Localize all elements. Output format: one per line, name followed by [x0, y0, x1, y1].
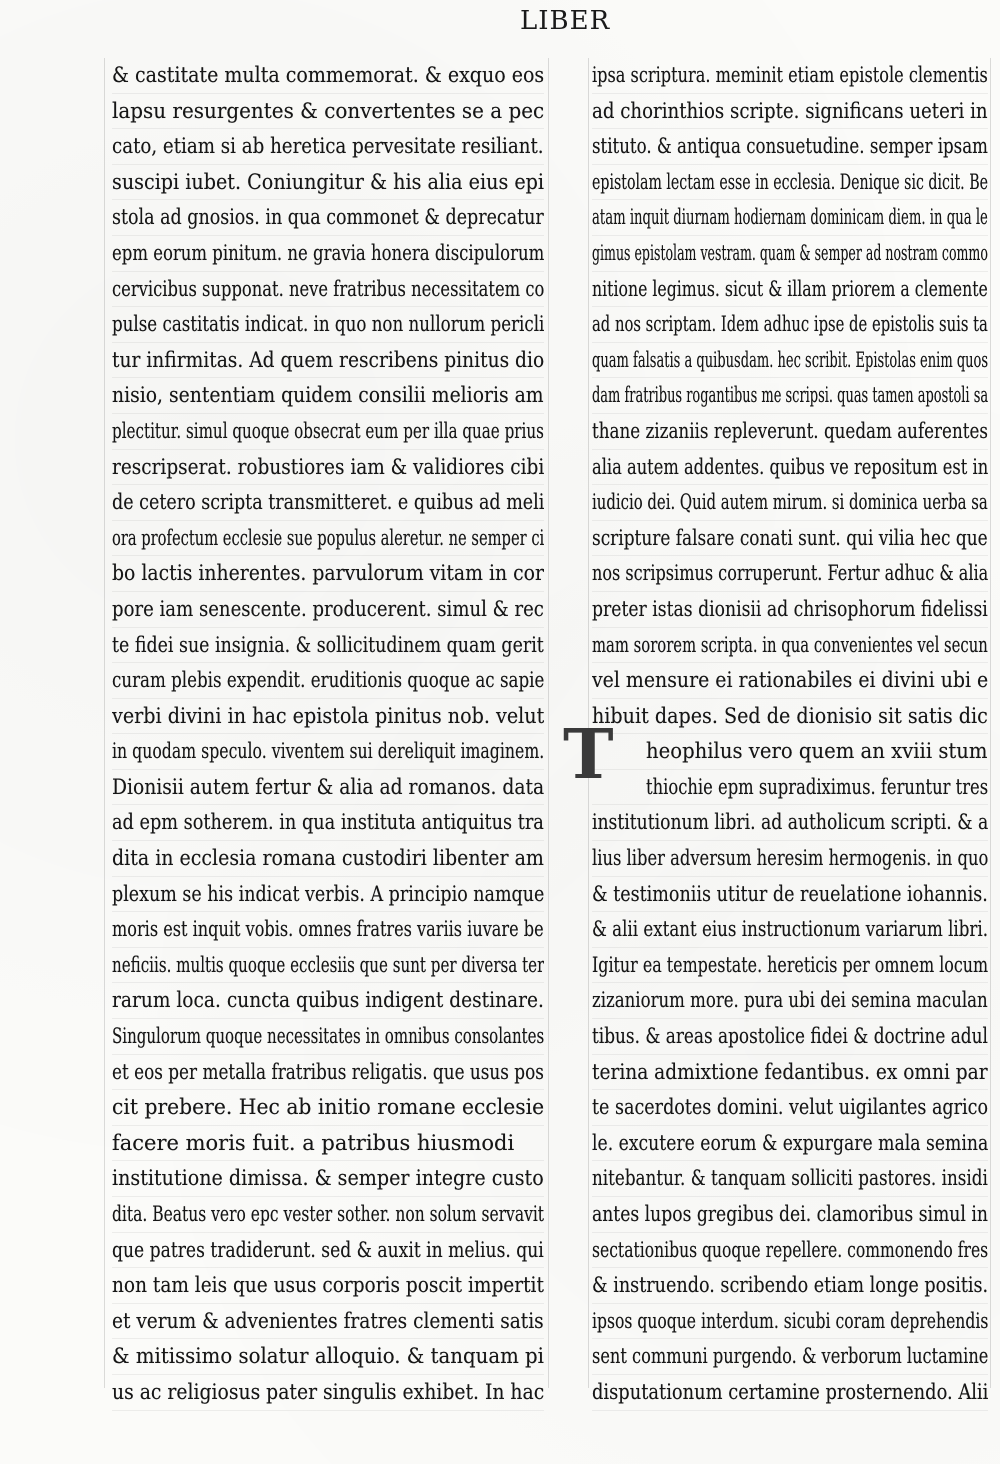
left-column-line: ad epm sotherem. in qua instituta antiquitus tra [112, 805, 544, 841]
left-column-line: us ac religiosus pater singulis exhibet. In hac [112, 1375, 544, 1411]
left-column-line: plexum se his indicat verbis. A principio namque [112, 877, 544, 913]
right-column-line: nos scripsimus corruperunt. Fertur adhuc & alia [592, 556, 988, 592]
left-column-line: lapsu resurgentes & convertentes se a pec [112, 94, 544, 130]
left-column-line: que patres tradiderunt. sed & auxit in melius. qui [112, 1233, 544, 1269]
right-column-line: sectationibus quoque repellere. commonendo fres [592, 1233, 988, 1269]
right-column-line: atam inquit diurnam hodiernam dominicam diem. in qua le [592, 200, 988, 236]
right-column-line: heophilus vero quem an xviii stum [592, 734, 988, 770]
right-column-line: iudicio dei. Quid autem mirum. si dominica uerba sa [592, 485, 988, 521]
right-column-line: ad nos scriptam. Idem adhuc ipse de epistolis suis ta [592, 307, 988, 343]
right-column-line: & instruendo. scribendo etiam longe positis. [592, 1268, 988, 1304]
right-text-column [592, 58, 988, 1411]
right-column-line: & testimoniis utitur de reuelatione iohannis. [592, 877, 988, 913]
left-column-line: stola ad gnosios. in qua commonet & deprecatur [112, 200, 544, 236]
right-column-line: lius liber adversum heresim hermogenis. in quo [592, 841, 988, 877]
left-column-line: et verum & advenientes fratres clementi satis [112, 1304, 544, 1340]
left-column-line: bo lactis inherentes. parvulorum vitam in cor [112, 556, 544, 592]
right-column-line: thiochie epm supradiximus. feruntur tres [592, 770, 988, 806]
left-column-line: verbi divini in hac epistola pinitus nob. velut [112, 699, 544, 735]
left-column-line: epm eorum pinitum. ne gravia honera discipulorum [112, 236, 544, 272]
left-column-line: institutione dimissa. & semper integre custo [112, 1161, 544, 1197]
right-column-line: Igitur ea tempestate. hereticis per omnem locum [592, 948, 988, 984]
left-column-line: Singulorum quoque necessitates in omnibus consolantes [112, 1019, 544, 1055]
left-column-line: te fidei sue insignia. & sollicitudinem quam gerit [112, 628, 544, 664]
right-column-line: te sacerdotes domini. velut uigilantes agrico [592, 1090, 988, 1126]
right-column-line: dam fratribus rogantibus me scripsi. quas tamen apostoli sa [592, 378, 988, 414]
left-column-line: pore iam senescente. producerent. simul & rec [112, 592, 544, 628]
left-column-line: moris est inquit vobis. omnes fratres variis iuvare be [112, 912, 544, 948]
left-column-line: cato, etiam si ab heretica pervesitate resiliant. [112, 129, 544, 165]
right-column-line: tibus. & areas apostolice fidei & doctrine adul [592, 1019, 988, 1055]
left-column-line: ora profectum ecclesie sue populus aleretur. ne semper ci [112, 521, 544, 557]
right-column-line: thane zizaniis repleverunt. quedam auferentes [592, 414, 988, 450]
left-column-line: plectitur. simul quoque obsecrat eum per illa quae prius [112, 414, 544, 450]
left-column-line: suscipi iubet. Coniungitur & his alia eius epi [112, 165, 544, 201]
right-column-line: epistolam lectam esse in ecclesia. Denique sic dicit. Be [592, 165, 988, 201]
right-column-line: & alii extant eius instructionum variarum libri. [592, 912, 988, 948]
left-column-line: nisio, sententiam quidem consilii melioris am [112, 378, 544, 414]
left-column-line: & mitissimo solatur alloquio. & tanquam pi [112, 1339, 544, 1375]
right-column-line: alia autem addentes. quibus ve repositum est in [592, 450, 988, 486]
left-column-line: rescripserat. robustiores iam & validiores cibi [112, 450, 544, 486]
right-column-line: zizaniorum more. pura ubi dei semina maculan [592, 983, 988, 1019]
left-column-rule-left [104, 58, 105, 1388]
running-head: LIBER [520, 6, 611, 36]
left-column-line: de cetero scripta transmitteret. e quibus ad meli [112, 485, 544, 521]
right-column-line: stituto. & antiqua consuetudine. semper ipsam [592, 129, 988, 165]
left-column-line: tur infirmitas. Ad quem rescribens pinitus dio [112, 343, 544, 379]
right-column-line: disputationum certamine prosternendo. Alii [592, 1375, 988, 1411]
left-column-line: non tam leis que usus corporis poscit impertit [112, 1268, 544, 1304]
right-column-line: scripture falsare conati sunt. qui vilia hec que [592, 521, 988, 557]
left-column-line: rarum loca. cuncta quibus indigent destinare. [112, 983, 544, 1019]
right-column-line: ipsos quoque interdum. sicubi coram deprehendis [592, 1304, 988, 1340]
left-column-line: pulse castitatis indicat. in quo non nullorum pericli [112, 307, 544, 343]
decorated-initial: T [563, 715, 614, 795]
right-column-line: terina admixtione fedantibus. ex omni par [592, 1055, 988, 1091]
right-column-line: preter istas dionisii ad chrisophorum fidelissi [592, 592, 988, 628]
left-column-line: in quodam speculo. viventem sui dereliquit imaginem. [112, 734, 544, 770]
right-column-line: le. excutere eorum & expurgare mala semina [592, 1126, 988, 1162]
right-column-line: institutionum libri. ad autholicum scripti. & a [592, 805, 988, 841]
left-column-line: cervicibus supponat. neve fratribus necessitatem co [112, 272, 544, 308]
right-column-line: nitebantur. & tanquam solliciti pastores. insidi [592, 1161, 988, 1197]
left-column-line: curam plebis expendit. eruditionis quoque ac sapie [112, 663, 544, 699]
left-column-line: dita. Beatus vero epc vester sother. non solum servavit [112, 1197, 544, 1233]
right-column-line: hibuit dapes. Sed de dionisio sit satis dic [592, 699, 988, 735]
left-column-line: et eos per metalla fratribus religatis. que usus pos [112, 1055, 544, 1091]
right-column-line: ipsa scriptura. meminit etiam epistole clementis [592, 58, 988, 94]
right-column-line: nitione legimus. sicut & illam priorem a clemente [592, 272, 988, 308]
right-column-line: ad chorinthios scripte. significans ueteri in [592, 94, 988, 130]
right-column-rule-right [990, 58, 991, 1388]
left-column-line: neficiis. multis quoque ecclesiis que sunt per diversa ter [112, 948, 544, 984]
left-column-line: & castitate multa commemorat. & exquo eos [112, 58, 544, 94]
left-column-line: Dionisii autem fertur & alia ad romanos. data [112, 770, 544, 806]
right-column-line: gimus epistolam vestram. quam & semper ad nostram commo [592, 236, 988, 272]
left-column-line: facere moris fuit. a patribus hiusmodi [112, 1126, 544, 1162]
right-column-line: vel mensure ei rationabiles ei divini ubi e [592, 663, 988, 699]
left-column-line: cit prebere. Hec ab initio romane ecclesie [112, 1090, 544, 1126]
right-column-line: quam falsatis a quibusdam. hec scribit. Epistolas enim quos [592, 343, 988, 379]
left-text-column [112, 58, 544, 1411]
right-column-line: mam sororem scripta. in qua convenientes vel secun [592, 628, 988, 664]
right-column-line: sent communi purgendo. & verborum luctamine [592, 1339, 988, 1375]
left-column-line: dita in ecclesia romana custodiri libenter am [112, 841, 544, 877]
right-column-line: antes lupos gregibus dei. clamoribus simul in [592, 1197, 988, 1233]
left-column-rule-right [548, 58, 549, 1388]
